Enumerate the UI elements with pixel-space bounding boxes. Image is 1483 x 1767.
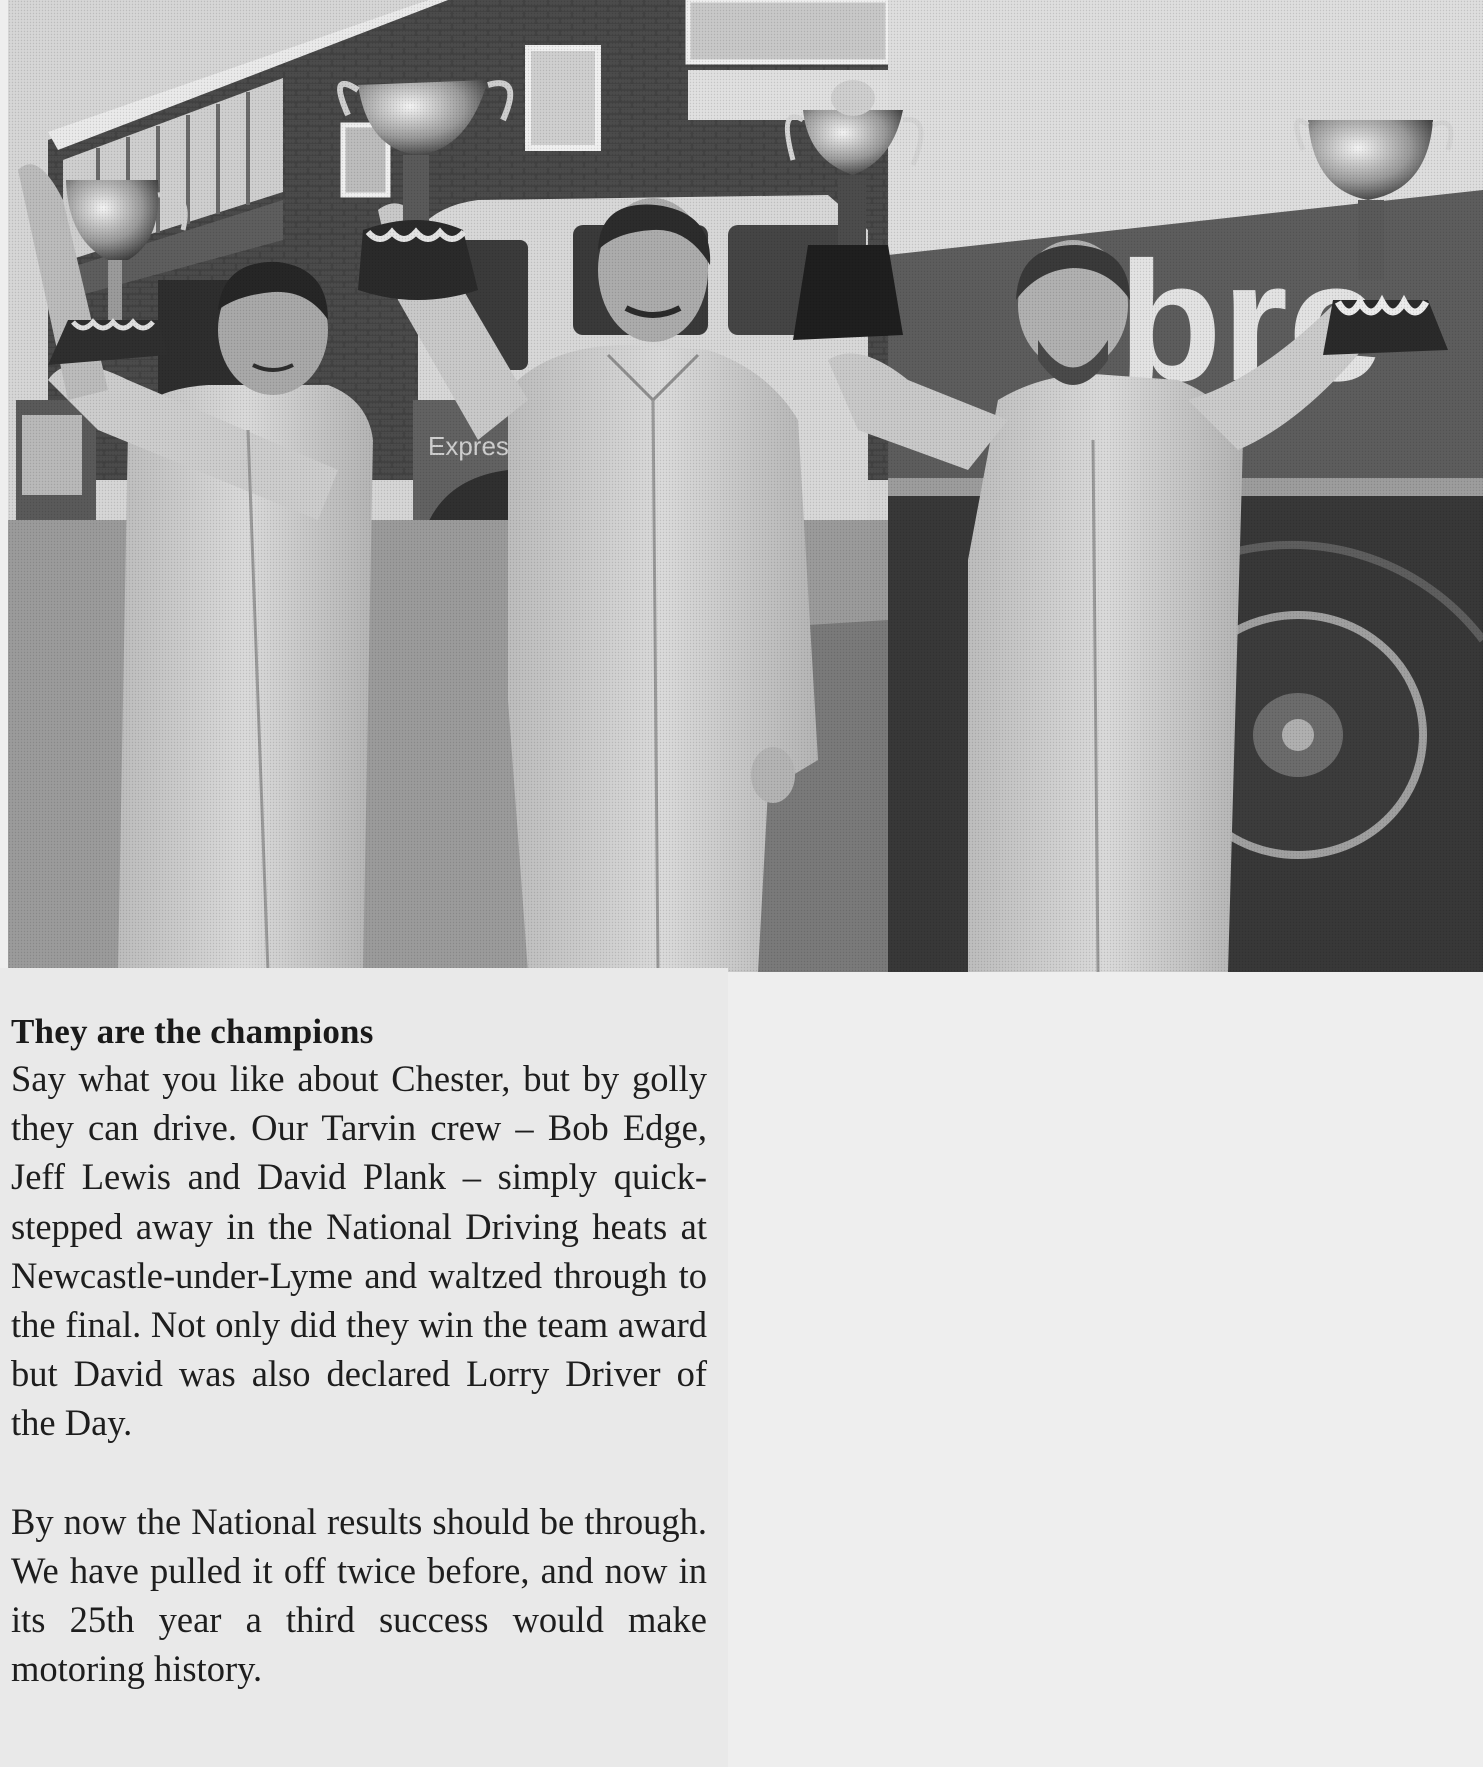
article-headline: They are the champions	[11, 1012, 374, 1051]
trophy-winners-photo	[8, 0, 1483, 972]
article-paragraph-1: Say what you like about Chester, but by golly they can drive. Our Tarvin crew – Bob Edge, Jeff Lewis and David Plank – simply quick-stepped away in the National Driving heats at Newcastle-under-Lyme and waltzed through to the final. Not only did they win the team award but David was also declared Lorry Driver of the Day.	[11, 1058, 707, 1444]
article-paragraph-2: By now the National results should be through. We have pulled it off twice before, and now in its 25th year a third success would make motoring history.	[11, 1500, 707, 1690]
news-photo	[8, 0, 1483, 972]
article	[11, 1010, 707, 1693]
